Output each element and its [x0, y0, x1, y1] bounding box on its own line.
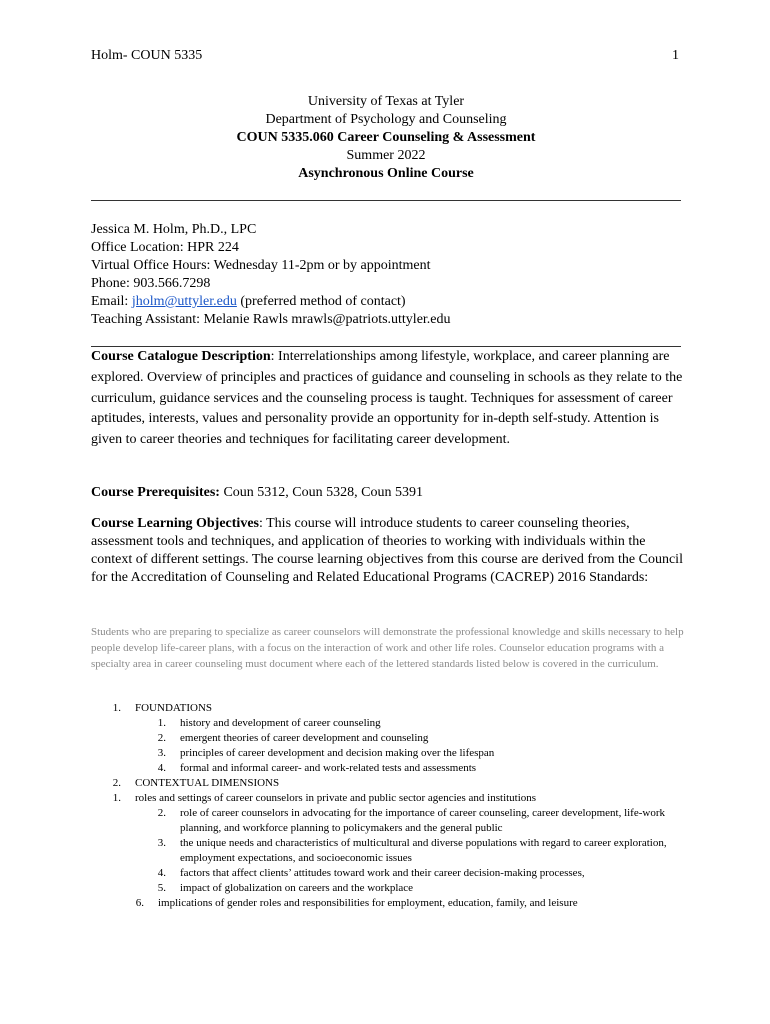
title-block [91, 93, 681, 183]
office-location: Office Location: HPR 224 [91, 240, 239, 255]
course-term: Summer 2022 [346, 148, 426, 163]
list-item: 6. implications of gender roles and responsibilities for employment, education, family, and leisure [135, 897, 578, 909]
email-line [91, 293, 681, 311]
objectives-heading: Course Learning Objectives [91, 516, 259, 531]
list-item: 1. history and development of career counseling [157, 717, 381, 729]
list-item: 2. emergent theories of career development and counseling [157, 732, 429, 744]
catalogue-text: : Interrelationships among lifestyle, workplace, and career planning are explored. Overview of principles and practices of guidance and counseling in schools as they relate to the curriculum, guidance services and the counseling process is taught. Techniques for assessment of career aptitudes, interests, values and personality provide an opportunity for in-depth self-study. Attention is given to career theories and techniques for facilitating career development. [91, 349, 683, 448]
email-label: Email: [91, 294, 132, 309]
phone-number: Phone: 903.566.7298 [91, 276, 211, 291]
email-link[interactable]: jholm@uttyler.edu [131, 294, 237, 309]
running-title: Holm- COUN 5335 [91, 48, 203, 63]
prerequisites [91, 484, 683, 502]
list-item: 2. CONTEXTUAL DIMENSIONS [112, 777, 280, 789]
list-item: 3. principles of career development and decision making over the lifespan [157, 747, 495, 759]
divider-top [91, 200, 681, 201]
prerequisites-heading: Course Prerequisites: [91, 485, 220, 500]
course-title: COUN 5335.060 Career Counseling & Assessment [236, 130, 536, 145]
list-item: 2. role of career counselors in advocating for the importance of career counseling, career development, life-work planning, and workforce planning to policymakers and the general public [157, 807, 665, 834]
catalogue-description [91, 347, 683, 451]
prerequisites-text: Coun 5312, Coun 5328, Coun 5391 [219, 485, 423, 500]
objectives-text: : This course will introduce students to career counseling theories, assessment tools and techniques, and application of theories to working with individuals within the context of different settings. The course learning objectives from this course are derived from the Council for the Accreditation of Counseling and Related Educational Programs (CACREP) 2016 Standards: [91, 516, 683, 585]
learning-objectives [91, 515, 683, 587]
course-format: Asynchronous Online Course [298, 166, 474, 181]
list-item: 1. roles and settings of career counselors in private and public sector agencies and institutions [112, 792, 537, 804]
list-item: 3. the unique needs and characteristics of multicultural and diverse populations with regard to career exploration, employment expectations, and socioeconomic issues [157, 837, 667, 864]
email-note: (preferred method of contact) [236, 294, 406, 309]
office-hours: Virtual Office Hours: Wednesday 11-2pm or by appointment [91, 258, 431, 273]
university-name: University of Texas at Tyler [307, 94, 465, 109]
list-item: 4. formal and informal career- and work-related tests and assessments [157, 762, 477, 774]
instructor-name: Jessica M. Holm, Ph.D., LPC [91, 222, 257, 237]
department-name: Department of Psychology and Counseling [265, 112, 507, 127]
list-item: 4. factors that affect clients’ attitudes toward work and their career decision-making processes, [157, 867, 585, 879]
list-item: 5. impact of globalization on careers and the workplace [157, 882, 414, 894]
standards-list [91, 701, 691, 911]
catalogue-heading: Course Catalogue Description [91, 349, 271, 364]
page-number: 1 [672, 48, 679, 63]
list-item: 1. FOUNDATIONS [112, 702, 213, 714]
teaching-assistant: Teaching Assistant: Melanie Rawls mrawls@patriots.uttyler.edu [91, 312, 451, 327]
running-header [91, 48, 679, 64]
standards-intro: Students who are preparing to specialize as career counselors will demonstrate the professional knowledge and skills necessary to help people develop life-career plans, with a focus on the interaction of work and other life roles. Counselor education programs with a specialty area in career counseling must document where each of the lettered standards listed below is covered in the curriculum. [91, 626, 684, 670]
instructor-info [91, 221, 681, 329]
